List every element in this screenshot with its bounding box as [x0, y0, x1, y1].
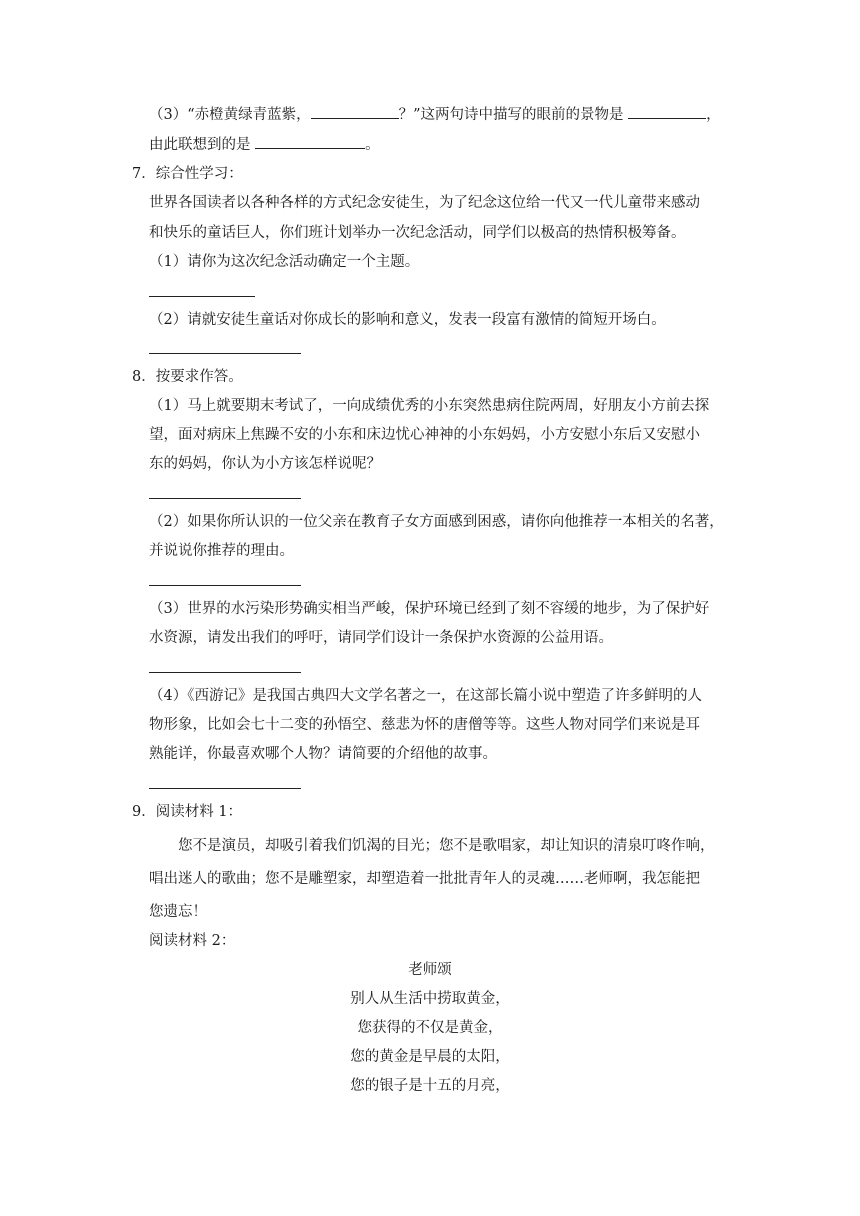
poem-title: 老师颂 — [408, 962, 452, 978]
q8-s1-line-2: 望，面对病床上焦躁不安的小东和床边忧心神神的小东妈妈，小方安慰小东后又安慰小 — [149, 427, 700, 443]
q6-blank-1[interactable] — [311, 104, 399, 119]
q8-s4-line-2: 物形象，比如会七十二变的孙悟空、慈悲为怀的唐僧等等。这些人物对同学们来说是耳 — [149, 717, 700, 733]
poem-line-4: 您的银子是十五的月亮， — [350, 1078, 510, 1094]
q7-sub-1: （1）请你为这次纪念活动确定一个主题。 — [149, 254, 420, 270]
q6-line-1 — [149, 104, 721, 125]
q8-answer-line-1[interactable] — [149, 498, 301, 499]
q9-material-2-title: 阅读材料 2： — [149, 933, 236, 949]
poem-line-1: 别人从生活中捞取黄金， — [350, 991, 510, 1007]
q9-material-1-line-3: 您遗忘！ — [149, 904, 207, 920]
q6-text-1c: ， — [706, 107, 721, 123]
q6-text-2b: 。 — [365, 137, 380, 153]
q7-intro-line-1: 世界各国读者以各种各样的方式纪念安徒生，为了纪念这位给一代又一代儿童带来感动 — [149, 195, 700, 211]
q8-s1-line-1: （1）马上就要期末考试了，一向成绩优秀的小东突然患病住院两周，好朋友小方前去探 — [149, 398, 710, 414]
q8-s2-line-2: 并说说你推荐的理由。 — [149, 543, 294, 559]
q8-answer-line-3[interactable] — [149, 672, 301, 673]
q6-blank-2[interactable] — [628, 104, 706, 119]
q6-blank-3[interactable] — [255, 134, 365, 149]
q7-sub-2: （2）请就安徒生童话对你成长的影响和意义，发表一段富有激情的简短开场白。 — [149, 312, 666, 328]
q8-s4-line-1: （4）《西游记》是我国古典四大文学名著之一，在这部长篇小说中塑造了许多鲜明的人 — [149, 688, 702, 704]
q9-material-1-line-1: 您不是演员，却吸引着我们饥渴的目光；您不是歌唱家，却让知识的清泉叮咚作响， — [178, 838, 715, 854]
poem-line-3: 您的黄金是早晨的太阳， — [350, 1049, 510, 1065]
q8-answer-line-4[interactable] — [149, 788, 301, 789]
q8-answer-line-2[interactable] — [149, 585, 301, 586]
poem-line-2: 您获得的不仅是黄金， — [357, 1020, 503, 1036]
q6-text-1a: （3）“赤橙黄绿青蓝紫， — [149, 107, 311, 123]
q6-line-2 — [149, 134, 380, 155]
q8-s4-line-3: 熟能详，你最喜欢哪个人物？请简要的介绍他的故事。 — [149, 746, 497, 762]
q8-s3-line-2: 水资源，请发出我们的呼吁，请同学们设计一条保护水资源的公益用语。 — [149, 630, 613, 646]
q7-title: 7．综合性学习： — [132, 166, 243, 182]
q8-title: 8．按要求作答。 — [132, 369, 243, 385]
q7-intro-line-2: 和快乐的童话巨人，你们班计划举办一次纪念活动，同学们以极高的热情积极筹备。 — [149, 225, 686, 241]
q9-title: 9．阅读材料 1： — [132, 804, 243, 820]
q8-s3-line-1: （3）世界的水污染形势确实相当严峻，保护环境已经到了刻不容缓的地步，为了保护好 — [149, 601, 710, 617]
q7-answer-line-2[interactable] — [149, 353, 301, 354]
q8-s1-line-3: 东的妈妈，你认为小方该怎样说呢？ — [149, 456, 381, 472]
q6-text-2a: 由此联想到的是 — [149, 137, 251, 153]
q6-text-1b: ？”这两句诗中描写的眼前的景物是 — [398, 107, 624, 123]
q9-material-1-line-2: 唱出迷人的歌曲；您不是雕塑家，却塑造着一批批青年人的灵魂……老师啊，我怎能把 — [149, 871, 700, 887]
q8-s2-line-1: （2）如果你所认识的一位父亲在教育子女方面感到困惑，请你向他推荐一本相关的名著， — [149, 514, 724, 530]
q7-answer-line-1[interactable] — [149, 296, 255, 297]
